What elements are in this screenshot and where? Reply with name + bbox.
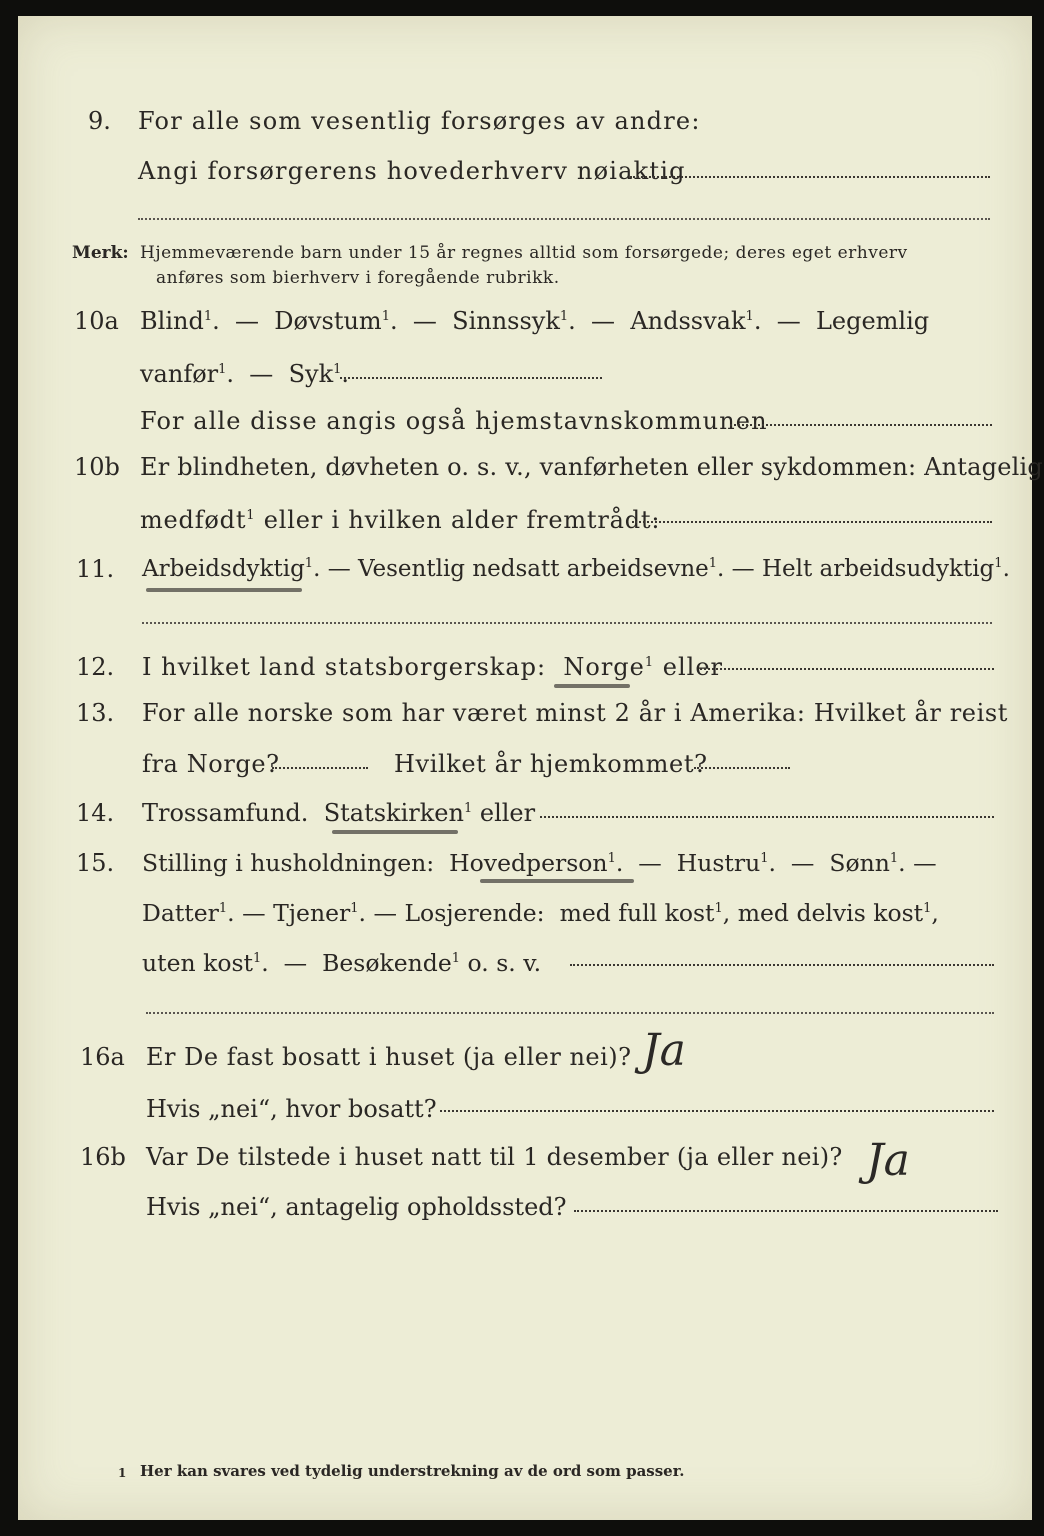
option-legemlig[interactable]: Legemlig bbox=[815, 307, 930, 335]
option-hovedperson[interactable]: Hovedperson bbox=[449, 849, 608, 877]
q10a-syk-line[interactable] bbox=[340, 377, 602, 379]
option-arbeidsdyktig[interactable]: Arbeidsdyktig bbox=[142, 556, 305, 582]
option-dovstum[interactable]: Døvstum bbox=[274, 307, 382, 335]
option-vanfor[interactable]: vanfør bbox=[140, 360, 219, 388]
q14-trossamfund-line[interactable] bbox=[540, 816, 994, 818]
option-blind[interactable]: Blind bbox=[140, 307, 204, 335]
q15-answer-line[interactable] bbox=[146, 1012, 994, 1014]
option-andssvak[interactable]: Andssvak bbox=[630, 307, 746, 335]
option-syk[interactable]: Syk bbox=[288, 360, 334, 388]
q13-line1: For alle norske som har været minst 2 år i Amerika: Hvilket år reist bbox=[142, 699, 1009, 727]
option-statskirken[interactable]: Statskirken bbox=[323, 799, 464, 827]
option-med-delvis-kost[interactable]: med delvis kost bbox=[737, 899, 924, 927]
q10a-line1: Blind$^1$. — Døvstum$^1$. — Sinnssyk$^1$. — Andssvak$^1$. — Legemlig bbox=[140, 307, 930, 335]
q15-line3: uten kost$^1$. — Besøkende$^1$ o. s. v. bbox=[142, 949, 542, 977]
q16a-number: 16a bbox=[80, 1043, 125, 1071]
q16a-line1: Er De fast bosatt i huset (ja eller nei)? bbox=[146, 1043, 632, 1071]
q9-number: 9. bbox=[88, 107, 111, 135]
q15-number: 15. bbox=[76, 849, 115, 877]
footnote-mark: 1 bbox=[118, 1466, 127, 1480]
q16b-opholdssted-line[interactable] bbox=[574, 1210, 998, 1212]
arbeidsdyktig-underline bbox=[146, 588, 302, 592]
q9-answer-line-2[interactable] bbox=[138, 218, 990, 220]
census-form-page bbox=[18, 16, 1043, 1520]
option-medfodt[interactable]: medfødt bbox=[140, 506, 247, 534]
q16b-line2: Hvis „nei“, antagelig opholdssted? bbox=[146, 1193, 567, 1221]
footnote-text: Her kan svares ved tydelig understrekning av de ord som passer. bbox=[140, 1462, 685, 1480]
option-uten-kost[interactable]: uten kost bbox=[142, 949, 253, 977]
q12-line: I hvilket land statsborgerskap: Norge$^1$ eller bbox=[142, 653, 724, 681]
q13-number: 13. bbox=[76, 699, 115, 727]
q14-line: Trossamfund. Statskirken$^1$ eller bbox=[142, 799, 536, 827]
option-med-full-kost[interactable]: med full kost bbox=[559, 899, 715, 927]
option-datter[interactable]: Datter bbox=[142, 899, 219, 927]
q14-number: 14. bbox=[76, 799, 115, 827]
q9-answer-line[interactable] bbox=[630, 176, 990, 178]
option-besokende[interactable]: Besøkende bbox=[322, 949, 452, 977]
q10a-hjemstavn-line[interactable] bbox=[730, 424, 992, 426]
q10b-line2: medfødt$^1$ eller i hvilken alder fremtrådt: bbox=[140, 506, 661, 534]
merk-line2: anføres som bierhverv i foregående rubrikk. bbox=[156, 268, 560, 288]
option-hustru[interactable]: Hustru bbox=[676, 849, 761, 877]
q10a-line3: For alle disse angis også hjemstavnskommunen bbox=[140, 407, 768, 435]
q15-stilling-line[interactable] bbox=[570, 964, 994, 966]
q10b-number: 10b bbox=[74, 453, 120, 481]
q16a-handwritten-answer[interactable]: Ja bbox=[642, 1025, 686, 1076]
q13-line2a: fra Norge? bbox=[142, 750, 280, 778]
q16a-bosatt-line[interactable] bbox=[440, 1110, 994, 1112]
q13-line2b: Hvilket år hjemkommet? bbox=[394, 750, 708, 778]
statskirken-underline bbox=[332, 830, 458, 834]
q10a-number: 10a bbox=[74, 307, 119, 335]
option-norge[interactable]: Norge bbox=[563, 653, 645, 681]
q16b-line1: Var De tilstede i huset natt til 1 desember (ja eller nei)? bbox=[146, 1143, 843, 1171]
q9-line1: For alle som vesentlig forsørges av andre: bbox=[138, 107, 701, 135]
q9-line2: Angi forsørgerens hovederhverv nøiaktig bbox=[138, 157, 686, 185]
q15-line2: Datter$^1$. — Tjener$^1$. — Losjerende: med full kost$^1$, med delvis kost$^1$, bbox=[142, 899, 939, 927]
q12-country-line[interactable] bbox=[700, 668, 994, 670]
option-tjener[interactable]: Tjener bbox=[273, 899, 351, 927]
option-vesentlig-nedsatt[interactable]: — Vesentlig nedsatt arbeidsevne bbox=[327, 556, 709, 582]
q15-line1: Stilling i husholdningen: Hovedperson$^1$. — Hustru$^1$. — Sønn$^1$. — bbox=[142, 849, 937, 877]
q13-hjemkommet-line[interactable] bbox=[694, 767, 790, 769]
q13-reist-line[interactable] bbox=[272, 767, 368, 769]
q11-line1: Arbeidsdyktig$^1$. — Vesentlig nedsatt arbeidsevne$^1$. — Helt arbeidsudyktig$^1$. bbox=[142, 556, 1010, 582]
q11-number: 11. bbox=[76, 555, 115, 583]
q16b-number: 16b bbox=[80, 1143, 126, 1171]
merk-label: Merk: bbox=[72, 243, 129, 263]
q10b-line1: Er blindheten, døvheten o. s. v., vanførheten eller sykdommen: Antagelig bbox=[140, 453, 1043, 481]
option-helt-udyktig[interactable]: — Helt arbeidsudyktig bbox=[731, 556, 995, 582]
merk-line1: Hjemmeværende barn under 15 år regnes alltid som forsørgede; deres eget erhverv bbox=[140, 243, 908, 263]
norge-underline bbox=[554, 684, 630, 688]
q16b-handwritten-answer[interactable]: Ja bbox=[866, 1135, 910, 1186]
q16a-line2: Hvis „nei“, hvor bosatt? bbox=[146, 1095, 437, 1123]
q10b-alder-line[interactable] bbox=[632, 521, 992, 523]
hovedperson-underline bbox=[480, 879, 634, 883]
q11-answer-line[interactable] bbox=[142, 622, 992, 624]
option-sonn[interactable]: Sønn bbox=[829, 849, 890, 877]
q12-number: 12. bbox=[76, 653, 115, 681]
q10a-line2: vanfør$^1$. — Syk$^1$. bbox=[140, 360, 350, 388]
option-sinnssyk[interactable]: Sinnssyk bbox=[452, 307, 560, 335]
